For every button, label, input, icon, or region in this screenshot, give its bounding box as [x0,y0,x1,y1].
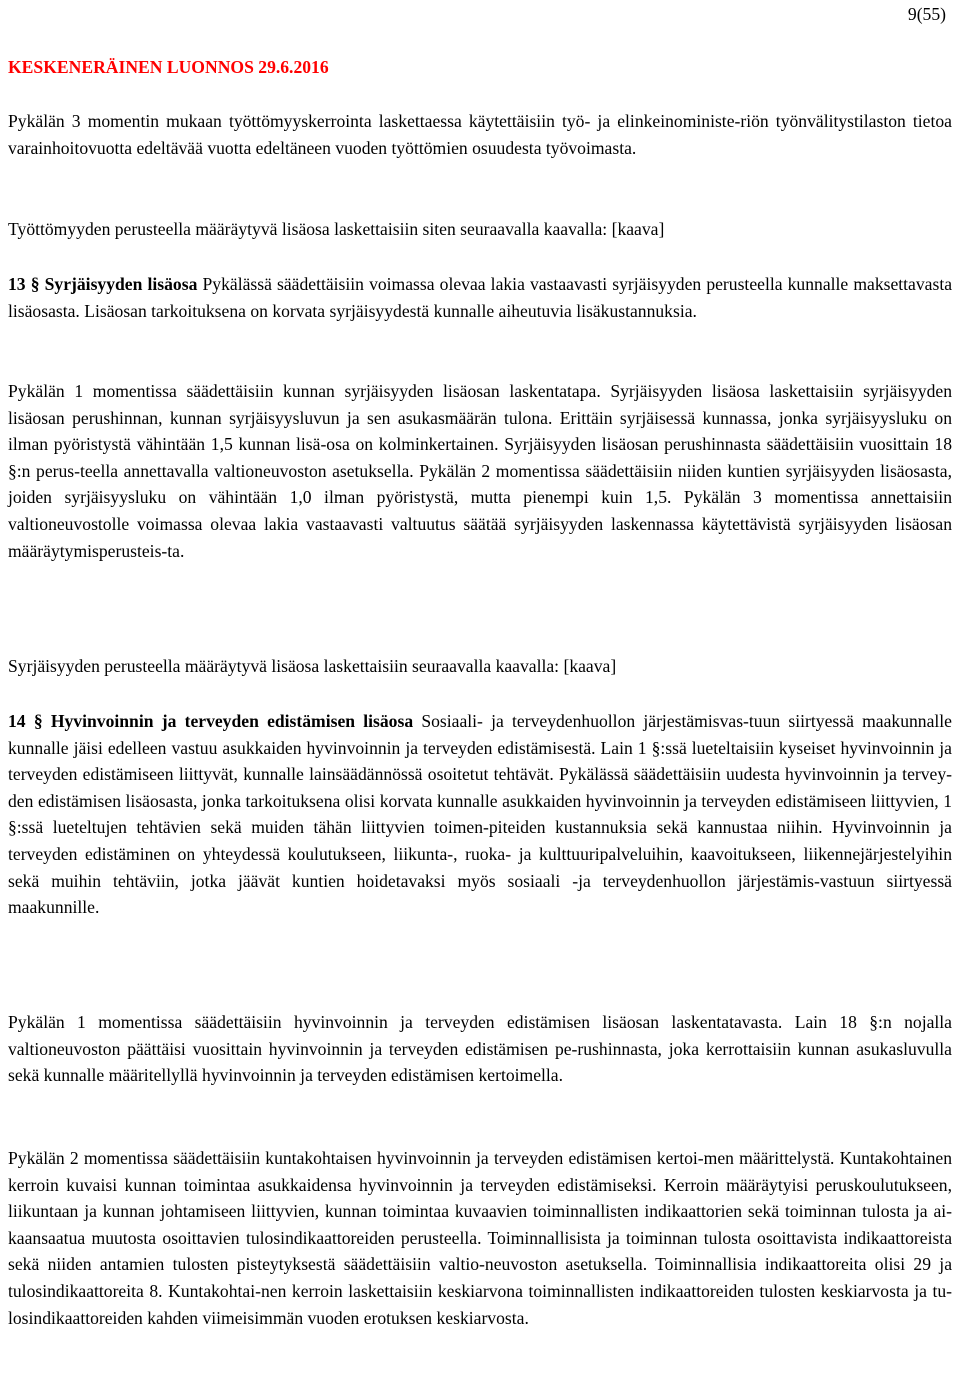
page-number: 9(55) [907,4,946,24]
paragraph-unemployment-formula: Työttömyyden perusteella määräytyvä lisäosa laskettaisiin siten seuraavalla kaavalla: [kaava] [8,219,665,239]
draft-label: KESKENERÄINEN LUONNOS 29.6.2016 [8,57,329,77]
section-13-text: Pykälässä säädettäisiin voimassa olevaa lakia vastaavasti syrjäisyyden perusteella kunnalle maksettavasta lisäosasta. Lisäosan tarkoituksena on korvata syrjäisyydestä kunnalle aiheutuvia lisäkustannuksia. [8,274,953,321]
paragraph-wellbeing-coefficient: Pykälän 2 momentissa säädettäisiin kuntakohtaisen hyvinvoinnin ja terveyden edistämisen kertoi-men määrittelystä. Kuntakohtainen kerroin kuvaisi kunnan toimintaa asukkaidensa hyvinvoinnin ja terveyden edistämiseksi. Kerroin määräytyisi peruskoulutukseen, liikuntaan ja kunnan johtamiseen liittyvien, kunnan toimintaa kuvaavien toiminnallisten indikaattorien sekä toiminnan tulosta ja ai-kaansaatua muutosta osoittavien tulosindikaattoreiden perusteella. Toiminnallisista ja toiminnan tulosta osoittavista indikaattoreista sekä niiden antamien tulosten pisteytyksestä säädettäisiin valtio-neuvoston asetuksella. Toiminnallisia indikaattoreita olisi 29 ja tulosindikaattoreita 8. Kuntakohtai-nen kerroin laskettaisiin keskiarvona toiminnallisten indikaattoreiden tulosten keskiarvosta ja tu-losindikaattoreiden kahden viimeisimmän vuoden erotuksen keskiarvosta. [8,1148,952,1328]
paragraph-remoteness-calculation: Pykälän 1 momentissa säädettäisiin kunnan syrjäisyyden lisäosan laskentatapa. Syrjäisyyden lisäosa laskettaisiin syrjäisyyden lisäosan perushinnan, kunnan syrjäisyysluvun ja sen asukasmäärän tulona. Erittäin syrjäisessä kunnassa, jonka syrjäisyysluku on ilman pyöristystä vähintään 1,5 kunnan lisä-osa on kolminkertainen. Syrjäisyyden lisäosan perushinnasta säädettäisiin vuosittain 18 §:n perus-teella annettavalla valtioneuvoston asetuksella. Pykälän 2 momentissa säädettäisiin niiden kuntien syrjäisyyden lisäosasta, joiden syrjäisyysluku on vähintään 1,0 ilman pyöristystä, mutta pienempi kuin 1,5. Pykälän 3 momentissa annettaisiin valtioneuvostolle voimassa olevaa lakia vastaavasti valtuutus säätää syrjäisyyden laskennassa käytettävistä syrjäisyyden lisäosan määräytymisperusteis-ta. [8,381,952,561]
paragraph-remoteness-formula: Syrjäisyyden perusteella määräytyvä lisäosa laskettaisiin seuraavalla kaavalla: [kaava] [8,656,617,676]
section-symbol-icon: § [30,274,40,294]
section-13-number: 13 [8,274,26,294]
section-14-title: Hyvinvoinnin ja terveyden edistämisen lisäosa [50,711,414,731]
paragraph-unemployment-coefficient: Pykälän 3 momentin mukaan työttömyyskerrointa laskettaessa käytettäisiin työ- ja elinkeinoministe-riön työnvälitystilaston tietoa varainhoitovuotta edeltävää vuotta edeltäneen vuoden työttömien osuudesta työvoimasta. [8,111,952,158]
paragraph-wellbeing-calculation: Pykälän 1 momentissa säädettäisiin hyvinvoinnin ja terveyden edistämisen lisäosan laskentatavasta. Lain 18 §:n nojalla valtioneuvoston päättäisi vuosittain hyvinvoinnin ja terveyden edistämisen pe-rushinnasta, joka kerrottaisiin kunnan asukasluvulla sekä kunnalle määritellyllä hyvinvoinnin ja terveyden edistämisen kertoimella. [8,1012,952,1086]
section-13-title: Syrjäisyyden lisäosa [44,274,198,294]
section-14 [8,708,952,921]
section-symbol-icon: § [33,711,43,731]
section-14-text: Sosiaali- ja terveydenhuollon järjestämisvas-tuun siirtyessä maakunnalle kunnalle jäisi edelleen vastuu asukkaiden hyvinvoinnin ja terveyden edistämisestä. Lain 1 §:ssä lueteltaisiin kyseiset hyvinvoinnin ja terveyden edistämiseen liittyvät, kunnalle lainsäädännössä osoitetut tehtävät. Pykälässä säädettäisiin uudesta hyvinvoinnin ja tervey-den edistämisen lisäosasta, jonka tarkoituksena olisi korvata kunnalle asukkaiden hyvinvoinnin ja terveyden edistämiseen liittyvien, 1 §:ssä lueteltujen tehtävien sekä muiden tähän liittyvien toimen-piteiden kustannuksia sekä kannustaa niihin. Hyvinvoinnin ja terveyden edistäminen on yhteydessä koulutukseen, liikunta-, ruoka- ja kulttuuripalveluihin, kaavoitukseen, liikennejärjestelyihin sekä muihin tehtäviin, jotka jäävät kuntien hoidetavaksi myös sosiaali -ja terveydenhuollon järjestämis-vastuun siirtyessä maakunnille. [8,711,952,918]
section-13 [8,271,952,324]
section-14-number: 14 [8,711,26,731]
